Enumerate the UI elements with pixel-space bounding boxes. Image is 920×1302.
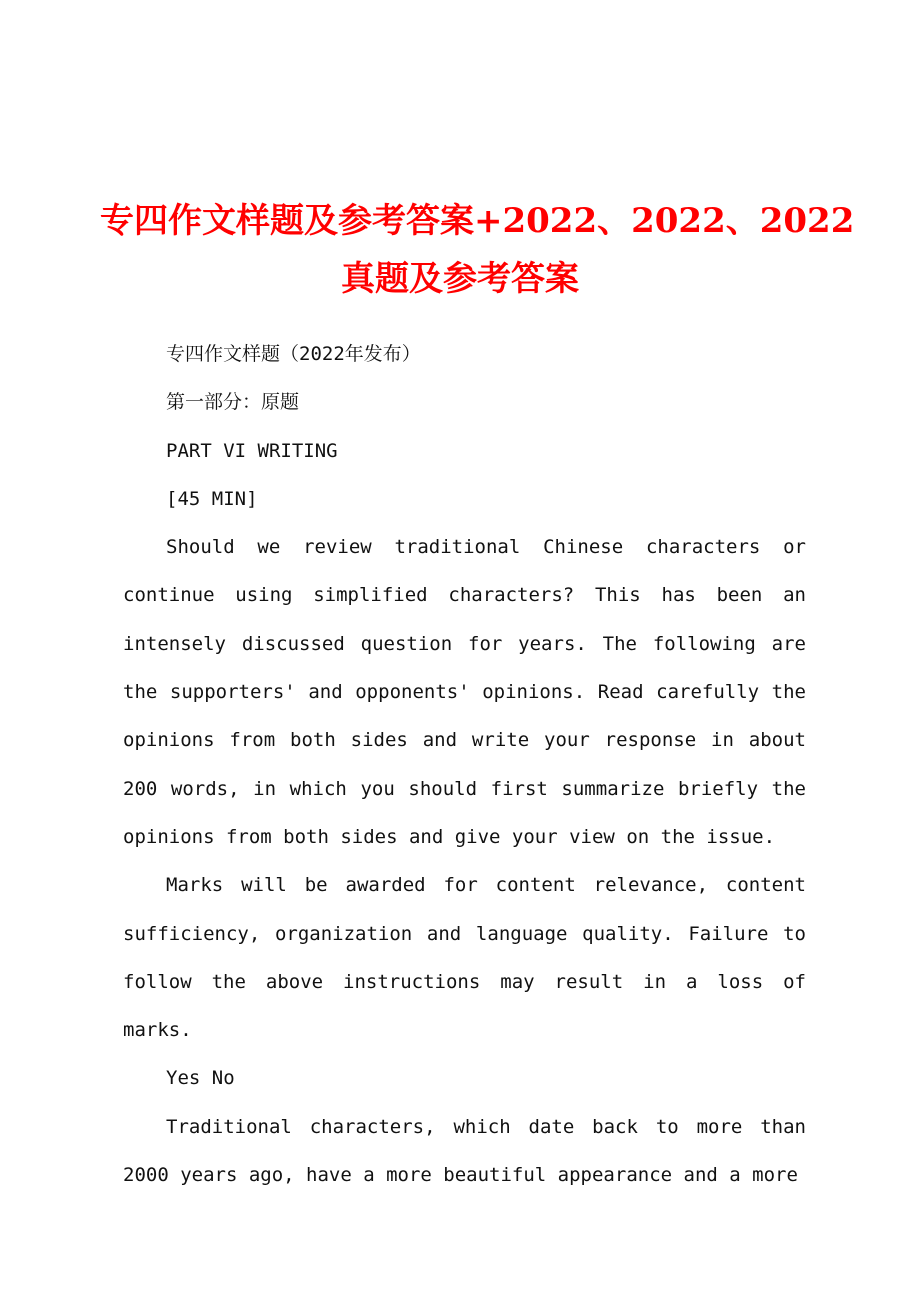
document-body	[123, 330, 806, 1199]
document-title	[100, 192, 855, 308]
title-line-2: 真题及参考答案	[341, 259, 579, 299]
part-heading: PART VI WRITING	[166, 439, 338, 462]
section-heading: 第一部分：原题	[166, 391, 300, 414]
yes-no-line: Yes No	[166, 1067, 235, 1090]
sample-heading: 专四作文样题（2022年发布）	[166, 343, 421, 365]
title-line-1: 专四作文样题及参考答案+2022、2022、2022	[100, 201, 855, 241]
prompt-paragraph: Should we review traditional Chinese characters or continue using simplified characters? This has been an intensely discussed question for years. The following are the supporters' and opponents' opinions. Read carefully the opinions from both sides and write your response in about 200 words, in which you should first summarize briefly the opinions from both sides and give your view on the issue.	[123, 536, 806, 848]
traditional-paragraph: Traditional characters, which date back to more than 2000 years ago, have a more beautiful appearance and a more	[123, 1115, 806, 1187]
time-limit: [45 MIN]	[166, 487, 258, 510]
marks-paragraph: Marks will be awarded for content relevance, content sufficiency, organization and language quality. Failure to follow the above instructions may result in a loss of marks.	[123, 874, 806, 1042]
